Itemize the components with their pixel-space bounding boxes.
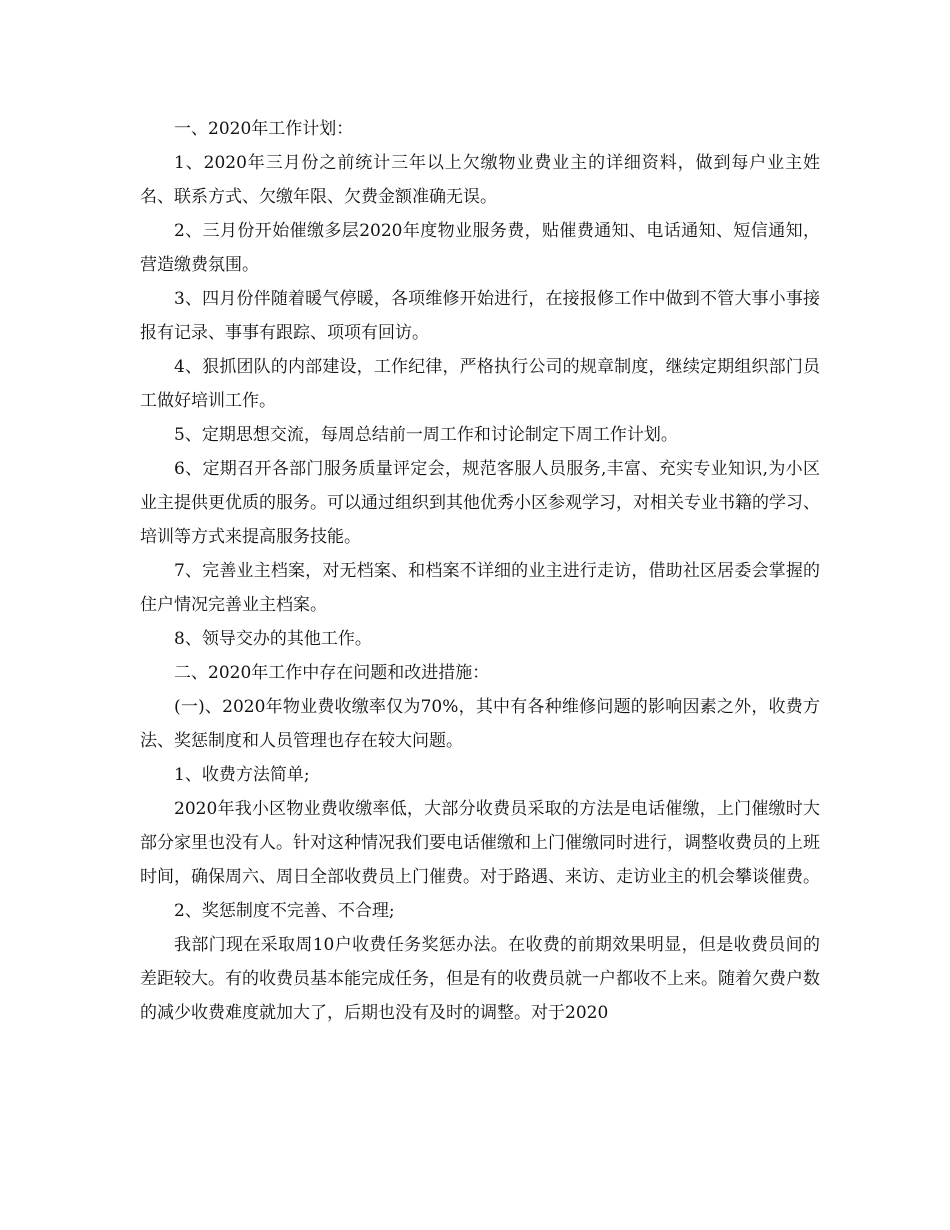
plan-item-4: 4、狠抓团队的内部建设，工作纪律，严格执行公司的规章制度，继续定期组织部门员工做好培训工作。 — [140, 357, 820, 411]
problem-item-2-body: 我部门现在采取周10户收费任务奖惩办法。在收费的前期效果明显，但是收费员间的差距较大。有的收费员基本能完成任务，但是有的收费员就一户都收不上来。随着欠费户数的减少收费难度就加大了，后期也没有及时的调整。对于2020 — [140, 935, 820, 1023]
problem-section-1: (一)、2020年物业费收缴率仅为70%，其中有各种维修问题的影响因素之外，收费方法、奖惩制度和人员管理也存在较大问题。 — [140, 697, 820, 751]
heading-problems-measures: 二、2020年工作中存在问题和改进措施： — [174, 663, 490, 683]
plan-item-7: 7、完善业主档案，对无档案、和档案不详细的业主进行走访，借助社区居委会掌握的住户情况完善业主档案。 — [140, 561, 820, 615]
document-page — [140, 112, 820, 1030]
heading-work-plan: 一、2020年工作计划： — [174, 119, 354, 139]
plan-item-3: 3、四月份伴随着暖气停暖，各项维修开始进行，在接报修工作中做到不管大事小事接报有记录、事事有跟踪、项项有回访。 — [140, 289, 820, 343]
problem-item-1-body: 2020年我小区物业费收缴率低，大部分收费员采取的方法是电话催缴，上门催缴时大部分家里也没有人。针对这种情况我们要电话催缴和上门催缴同时进行，调整收费员的上班时间，确保周六、周日全部收费员上门催费。对于路遇、来访、走访业主的机会攀谈催费。 — [140, 799, 820, 887]
plan-item-8: 8、领导交办的其他工作。 — [174, 629, 372, 649]
plan-item-6: 6、定期召开各部门服务质量评定会，规范客服人员服务,丰富、充实专业知识,为小区业主提供更优质的服务。可以通过组织到其他优秀小区参观学习，对相关专业书籍的学习、培训等方式来提高服务技能。 — [140, 459, 820, 547]
problem-item-1-title: 1、收费方法简单; — [174, 765, 310, 785]
plan-item-5: 5、定期思想交流，每周总结前一周工作和讨论制定下周工作计划。 — [174, 425, 678, 445]
plan-item-1: 1、2020年三月份之前统计三年以上欠缴物业费业主的详细资料，做到每户业主姓名、联系方式、欠缴年限、欠费金额准确无误。 — [140, 153, 820, 207]
problem-item-2-title: 2、奖惩制度不完善、不合理; — [174, 901, 395, 921]
plan-item-2: 2、三月份开始催缴多层2020年度物业服务费，贴催费通知、电话通知、短信通知，营造缴费氛围。 — [140, 221, 820, 275]
